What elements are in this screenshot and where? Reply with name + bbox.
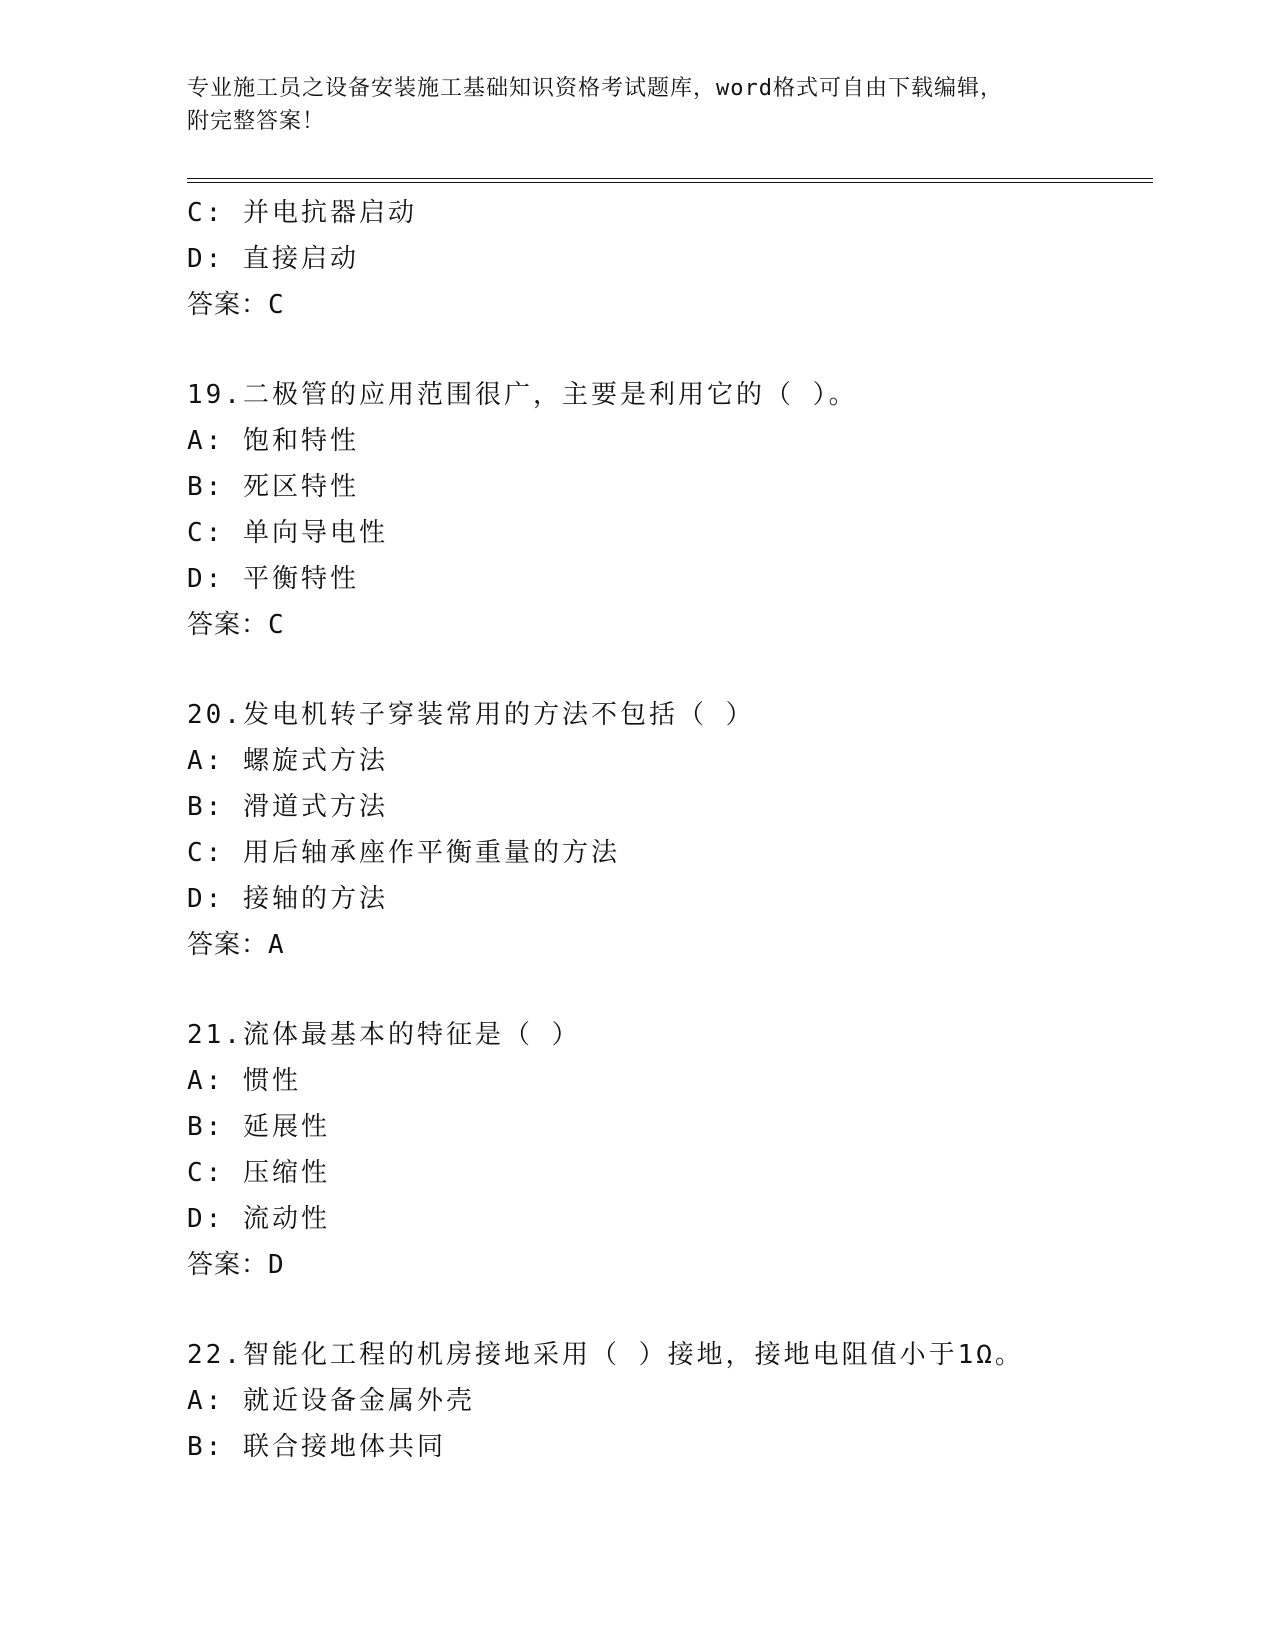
option-label: D: xyxy=(187,884,225,914)
option-b xyxy=(187,464,1153,510)
answer-line xyxy=(187,922,1153,968)
header-divider xyxy=(187,178,1153,183)
option-c xyxy=(187,510,1153,556)
header-line-1: 专业施工员之设备安装施工基础知识资格考试题库，word格式可自由下载编辑， xyxy=(187,76,1003,101)
option-label: C: xyxy=(187,198,225,228)
option-text: 惯性 xyxy=(242,1066,301,1096)
option-d xyxy=(187,556,1153,602)
option-b xyxy=(187,784,1153,830)
question-stem: 19.二极管的应用范围很广，主要是利用它的（ ）。 xyxy=(187,380,858,410)
option-c xyxy=(187,1150,1153,1196)
option-d xyxy=(187,236,1153,282)
option-a xyxy=(187,1058,1153,1104)
option-c xyxy=(187,190,1153,236)
question-stem: 21.流体最基本的特征是（ ） xyxy=(187,1020,581,1050)
option-d xyxy=(187,1196,1153,1242)
option-text: 联合接地体共同 xyxy=(242,1432,446,1462)
question-19 xyxy=(187,372,1153,648)
option-text: 平衡特性 xyxy=(242,564,359,594)
option-text: 单向导电性 xyxy=(242,518,388,548)
option-label: D: xyxy=(187,564,225,594)
option-text: 并电抗器启动 xyxy=(242,198,417,228)
answer-value: A xyxy=(268,930,285,960)
option-text: 饱和特性 xyxy=(242,426,359,456)
option-text: 用后轴承座作平衡重量的方法 xyxy=(242,838,620,868)
option-label: A: xyxy=(187,746,225,776)
answer-label: 答案： xyxy=(187,1250,269,1280)
option-label: C: xyxy=(187,838,225,868)
option-c xyxy=(187,830,1153,876)
answer-label: 答案： xyxy=(187,930,269,960)
option-b xyxy=(187,1104,1153,1150)
option-label: A: xyxy=(187,1066,225,1096)
answer-line xyxy=(187,1242,1153,1288)
option-label: B: xyxy=(187,1112,225,1142)
option-a xyxy=(187,738,1153,784)
question-stem: 20.发电机转子穿装常用的方法不包括（ ） xyxy=(187,700,755,730)
option-text: 死区特性 xyxy=(242,472,359,502)
question-stem: 22.智能化工程的机房接地采用（ ）接地，接地电阻值小于1Ω。 xyxy=(187,1340,1024,1370)
option-text: 螺旋式方法 xyxy=(242,746,388,776)
option-label: B: xyxy=(187,1432,225,1462)
option-text: 压缩性 xyxy=(242,1158,330,1188)
answer-line xyxy=(187,602,1153,648)
option-label: D: xyxy=(187,244,225,274)
answer-label: 答案： xyxy=(187,290,269,320)
header-line-2: 附完整答案！ xyxy=(187,109,326,134)
question-18-continued xyxy=(187,190,1153,328)
question-21 xyxy=(187,1012,1153,1288)
option-b xyxy=(187,1424,1153,1470)
option-text: 接轴的方法 xyxy=(242,884,388,914)
document-header xyxy=(187,72,1087,138)
option-label: C: xyxy=(187,518,225,548)
option-label: A: xyxy=(187,1386,225,1416)
option-text: 滑道式方法 xyxy=(242,792,388,822)
option-text: 直接启动 xyxy=(242,244,359,274)
option-label: C: xyxy=(187,1158,225,1188)
option-a xyxy=(187,418,1153,464)
option-label: D: xyxy=(187,1204,225,1234)
answer-value: C xyxy=(268,610,285,640)
answer-label: 答案： xyxy=(187,610,269,640)
question-list xyxy=(187,190,1153,1470)
option-a xyxy=(187,1378,1153,1424)
option-label: B: xyxy=(187,792,225,822)
option-label: B: xyxy=(187,472,225,502)
answer-value: C xyxy=(268,290,285,320)
option-text: 就近设备金属外壳 xyxy=(242,1386,475,1416)
answer-line xyxy=(187,282,1153,328)
answer-value: D xyxy=(268,1250,285,1280)
option-text: 延展性 xyxy=(242,1112,330,1142)
option-text: 流动性 xyxy=(242,1204,330,1234)
option-d xyxy=(187,876,1153,922)
question-22 xyxy=(187,1332,1153,1470)
question-20 xyxy=(187,692,1153,968)
option-label: A: xyxy=(187,426,225,456)
